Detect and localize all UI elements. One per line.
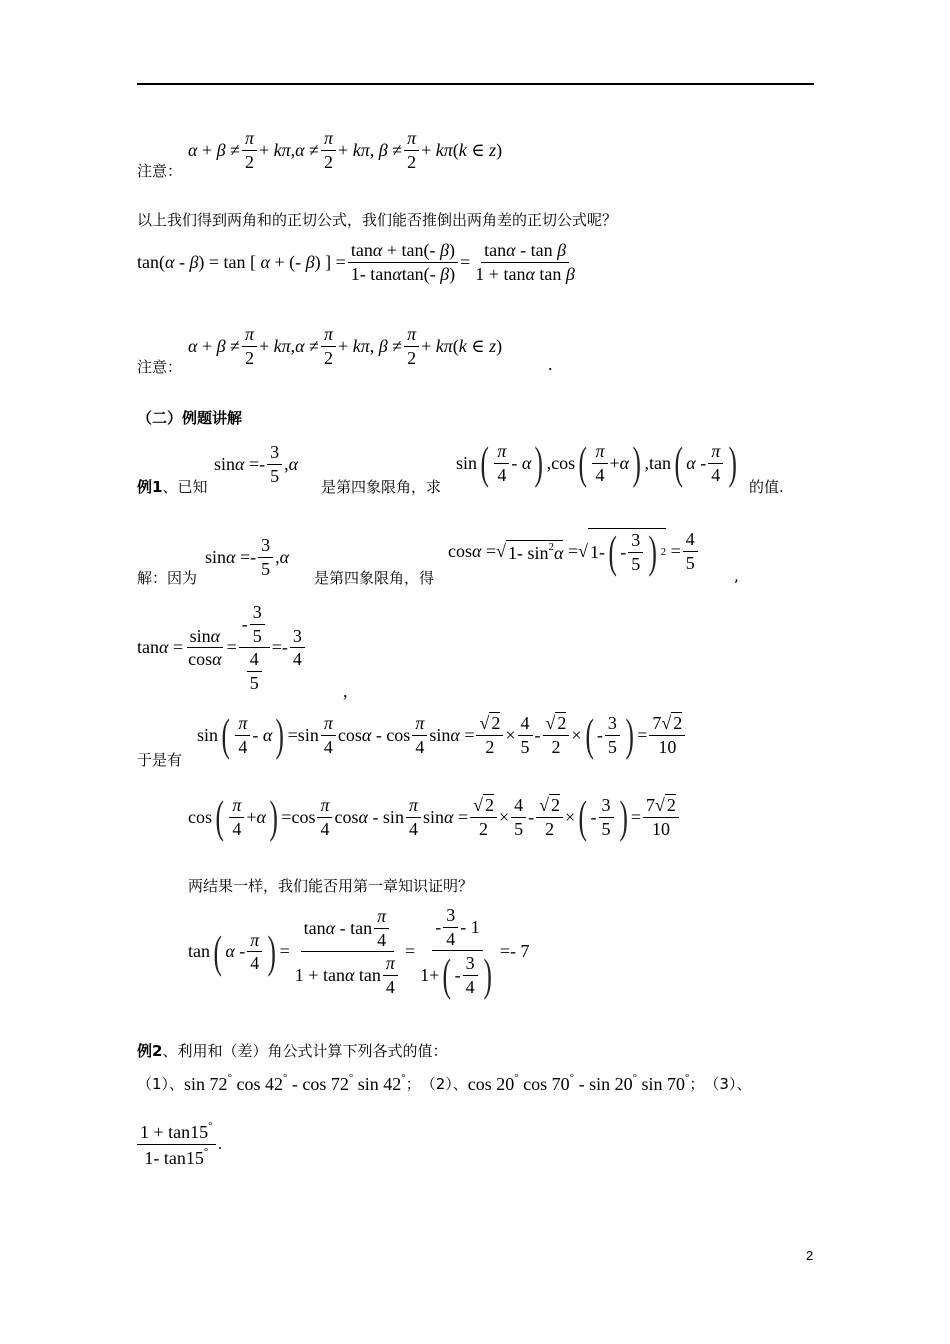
item2-formula: cos 20° cos 70° - sin 20° sin 70° (467, 1072, 690, 1094)
tan-comma: , (343, 681, 348, 701)
solution-label: 解：因为 (137, 569, 198, 587)
question-text: 两结果一样，我们能否用第一章知识证明？ (188, 877, 474, 895)
item2-label: （2）、 (420, 1075, 468, 1093)
item2-sep: ； (689, 1075, 705, 1093)
example1-text-a: 、已知 (162, 478, 208, 496)
example2-intro (137, 1040, 447, 1061)
example2-text: 、利用和（差）角公式计算下列各式的值： (162, 1042, 448, 1060)
example1-intro (137, 476, 207, 497)
formula-tan-result: tan ( α - $\frac{\pi}{4}$ ) = tan α - tan $\frac{\pi}{4}$ 1 + tan α tan $\frac{\pi}{4}$ = - $\frac{3}{4}$ - 1 1+ ( - $\frac{3}{4}$ ) =- 7 (188, 905, 530, 1001)
item1-label: （1）、 (137, 1075, 185, 1093)
solution-text-b: 是第四象限角，得 (314, 569, 435, 587)
example2-items (137, 1072, 751, 1095)
example1-text-b: 是第四象限角，求 (321, 478, 442, 496)
item3-end: . (217, 1135, 223, 1154)
formula-sol-given: sin α =- $\frac{3}{5}$ , α (205, 535, 290, 579)
item3-formula: $\frac{1 + \tan 15^\circ}{1- \tan 15^\circ}$ . (137, 1120, 222, 1168)
formula-sol-cos: cos α =√ 1- $\sin^2\alpha$ =√ 1- ( - $\frac{3}{5}$ ) 2 = $\frac{4}{5}$ (448, 528, 700, 575)
note-label-2: 注意： (137, 358, 183, 376)
item1-sep: ； (405, 1075, 421, 1093)
transition-text: 以上我们得到两角和的正切公式，我们能否推倒出两角差的正切公式呢？ (137, 211, 618, 229)
formula-note-1: α + β ≠ $\frac{\pi}{2}$ + kπ , α ≠ $\frac{\pi}{2}$ + kπ , β ≠ $\frac{\pi}{2}$ + kπ ( k ∈ z ) (188, 128, 503, 172)
header-rule (137, 83, 814, 85)
note-label-1: 注意： (137, 162, 183, 180)
formula-ex1-targets: sin ( $\frac{\pi}{4}$ - α ) ,cos ( $\frac{\pi}{4}$ + α ) ,tan ( α - $\frac{\pi}{4}$ ) (456, 437, 738, 488)
item3-label: （3）、 (704, 1075, 752, 1093)
item1-formula: sin 72° cos 42° - cos 72° sin 42° (184, 1072, 406, 1094)
example2-label: 例2 (137, 1042, 163, 1060)
section-title: （二）例题讲解 (137, 409, 243, 427)
period-mark: . (548, 354, 553, 374)
formula-sin-diff: sin ( $\frac{\pi}{4}$ - α ) =sin $\frac{\pi}{4}$ cos α - cos $\frac{\pi}{4}$ sin α = $\frac{√ 2}{2}$ × $\frac{4}{5}$ - $\frac{√ 2}{2}$ × ( - $\frac{3}{5}$ ) = $\frac{7√ 2}{10}$ (197, 712, 687, 758)
example1-label: 例1 (137, 478, 163, 496)
formula-note-2: α + β ≠ $\frac{\pi}{2}$ + kπ , α ≠ $\frac{\pi}{2}$ + kπ , β ≠ $\frac{\pi}{2}$ + kπ ( k ∈ z ) (188, 324, 503, 368)
formula-ex1-given: sin α =- $\frac{3}{5}$ , α (214, 442, 299, 486)
example1-text-c: 的值. (749, 478, 784, 496)
page-number: 2 (806, 1248, 814, 1263)
therefore-label: 于是有 (137, 751, 183, 769)
formula-tan-alpha: tan α = $\frac{\sin\alpha}{\cos\alpha}$ = - $\frac{3}{5}$ $\frac{4}{5}$ =- $\frac{3}{4}$ (137, 602, 307, 694)
formula-tan-diff: tan( α - β ) = tan [ α + (- β ) ] = $\frac{\tan\alpha + \tan(- \beta)}{1- \tan\alpha\tan(- \beta)}$ = $\frac{\text{tanα - tan β}}{\text{1 + tanα tan β}}$ (137, 240, 575, 284)
formula-cos-sum: cos ( $\frac{\pi}{4}$ + α ) =cos $\frac{\pi}{4}$ cos α - sin $\frac{\pi}{4}$ sin α = $\frac{√ 2}{2}$ × $\frac{4}{5}$ - $\frac{√ 2}{2}$ × ( - $\frac{3}{5}$ ) = $\frac{7√ 2}{10}$ (188, 794, 681, 840)
solution-comma: , (734, 567, 739, 585)
